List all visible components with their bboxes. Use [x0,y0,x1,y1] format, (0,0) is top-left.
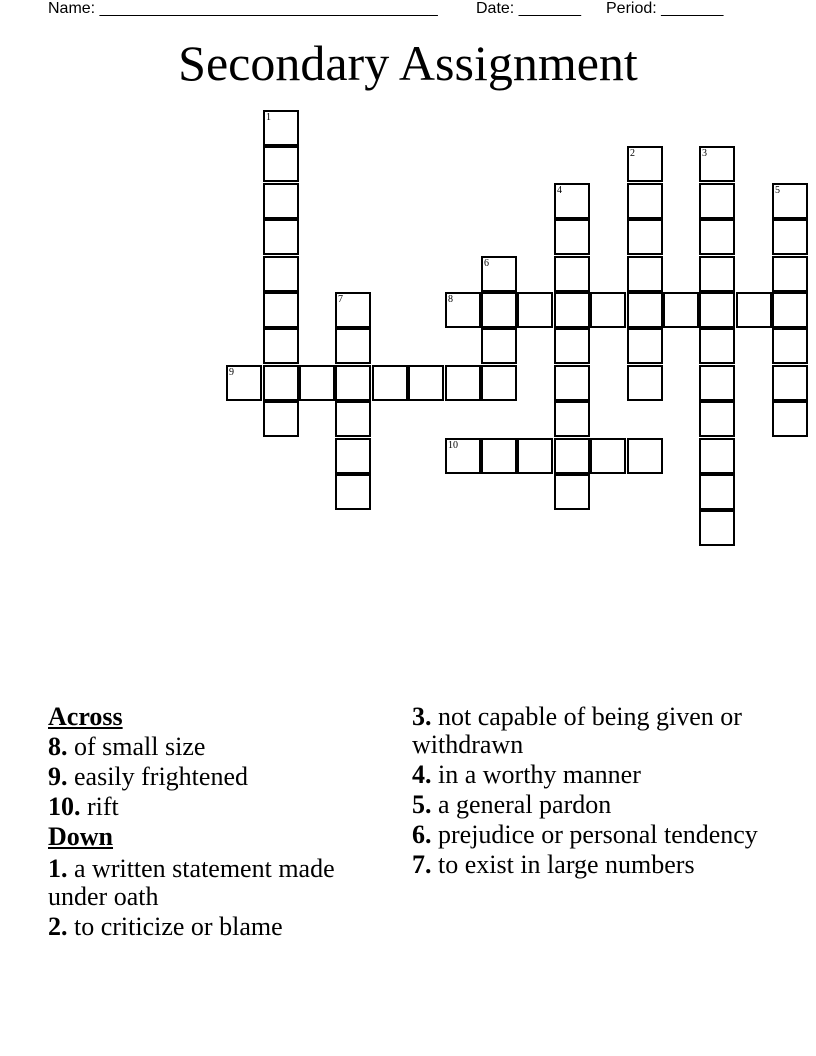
grid-cell[interactable] [554,438,590,474]
clue-item-number: 9. [48,762,68,791]
grid-cell[interactable] [554,256,590,292]
clues-right-column [412,703,772,881]
clue-item-text: prejudice or personal tendency [431,820,758,849]
grid-cell[interactable] [263,256,299,292]
grid-cell[interactable] [226,365,262,401]
clue-item-number: 2. [48,912,68,941]
grid-cell[interactable] [699,401,735,437]
clue-item-number: 8. [48,732,68,761]
clue-item-text: a written statement made under oath [48,854,335,911]
clue-item [412,821,772,849]
grid-cell[interactable] [627,438,663,474]
page-title: Secondary Assignment [178,35,638,91]
clue-item [48,855,388,911]
grid-cell[interactable] [699,365,735,401]
grid-cell[interactable] [263,292,299,328]
grid-cell[interactable] [481,365,517,401]
grid-cell[interactable] [627,292,663,328]
grid-cell[interactable] [627,146,663,182]
grid-cell[interactable] [663,292,699,328]
grid-cell[interactable] [699,510,735,546]
grid-cell[interactable] [263,365,299,401]
grid-cell[interactable] [335,438,371,474]
down-clue-list-continued [412,703,772,879]
down-heading: Down [48,822,114,851]
grid-cell[interactable] [699,219,735,255]
clue-item-text: to criticize or blame [67,912,283,941]
grid-cell[interactable] [627,256,663,292]
clue-item-number: 3. [412,702,432,731]
clue-item-number: 1. [48,854,68,883]
grid-cell[interactable] [299,365,335,401]
grid-cell[interactable] [627,219,663,255]
grid-cell[interactable] [481,328,517,364]
grid-cell[interactable] [263,328,299,364]
grid-cell[interactable] [772,256,808,292]
clue-item-text: rift [80,792,119,821]
grid-cell[interactable] [590,438,626,474]
clue-number: 2 [630,148,635,159]
grid-cell[interactable] [263,401,299,437]
clue-item-text: easily frightened [67,762,248,791]
clue-item-text: in a worthy manner [431,760,641,789]
clue-item-number: 4. [412,760,432,789]
grid-cell[interactable] [481,256,517,292]
grid-cell[interactable] [517,292,553,328]
grid-cell[interactable] [590,292,626,328]
grid-cell[interactable] [554,328,590,364]
grid-cell[interactable] [263,110,299,146]
clues-left-column [48,703,388,943]
clue-item [412,761,772,789]
grid-cell[interactable] [335,328,371,364]
grid-cell[interactable] [445,438,481,474]
clue-item [412,851,772,879]
clue-number: 3 [702,148,707,159]
date-field[interactable]: Date: _______ [476,0,581,17]
grid-cell[interactable] [699,438,735,474]
grid-cell[interactable] [517,438,553,474]
grid-cell[interactable] [772,219,808,255]
grid-cell[interactable] [445,292,481,328]
clue-item [48,733,388,761]
clue-number: 6 [484,258,489,269]
down-clue-list [48,855,388,941]
grid-cell[interactable] [699,183,735,219]
grid-cell[interactable] [335,292,371,328]
clue-item-text: to exist in large numbers [431,850,695,879]
clue-item [48,913,388,941]
grid-cell[interactable] [627,365,663,401]
name-field[interactable]: Name: ______________________________________ [48,0,438,17]
grid-cell[interactable] [772,365,808,401]
grid-cell[interactable] [335,474,371,510]
clue-item [48,793,388,821]
clue-item [412,703,772,759]
grid-cell[interactable] [372,365,408,401]
grid-cell[interactable] [772,328,808,364]
grid-cell[interactable] [699,292,735,328]
grid-cell[interactable] [772,292,808,328]
grid-cell[interactable] [554,474,590,510]
grid-cell[interactable] [554,365,590,401]
grid-cell[interactable] [627,183,663,219]
grid-cell[interactable] [481,438,517,474]
clue-number: 10 [448,440,458,451]
grid-cell[interactable] [772,401,808,437]
grid-cell[interactable] [699,256,735,292]
across-clue-list [48,733,388,821]
grid-cell[interactable] [554,292,590,328]
grid-cell[interactable] [408,365,444,401]
grid-cell[interactable] [335,401,371,437]
clue-number: 9 [229,367,234,378]
grid-cell[interactable] [627,328,663,364]
clue-number: 4 [557,185,562,196]
clue-item-text: a general pardon [431,790,612,819]
grid-cell[interactable] [481,292,517,328]
grid-cell[interactable] [699,146,735,182]
clue-number: 8 [448,294,453,305]
clue-item-number: 6. [412,820,432,849]
grid-cell[interactable] [445,365,481,401]
grid-cell[interactable] [263,219,299,255]
clue-number: 1 [266,112,271,123]
grid-cell[interactable] [736,292,772,328]
grid-cell[interactable] [772,183,808,219]
clue-item-number: 7. [412,850,432,879]
clue-item [48,763,388,791]
clue-item [412,791,772,819]
clue-item-number: 5. [412,790,432,819]
grid-cell[interactable] [263,146,299,182]
grid-cell[interactable] [554,401,590,437]
period-field[interactable]: Period: _______ [606,0,724,17]
clue-item-text: not capable of being given or withdrawn [412,702,742,759]
grid-cell[interactable] [699,474,735,510]
grid-cell[interactable] [554,183,590,219]
clue-number: 7 [338,294,343,305]
grid-cell[interactable] [335,365,371,401]
grid-cell[interactable] [263,183,299,219]
across-heading: Across [48,702,123,731]
grid-cell[interactable] [554,219,590,255]
clue-item-number: 10. [48,792,81,821]
clue-number: 5 [775,185,780,196]
grid-cell[interactable] [699,328,735,364]
clue-item-text: of small size [67,732,206,761]
